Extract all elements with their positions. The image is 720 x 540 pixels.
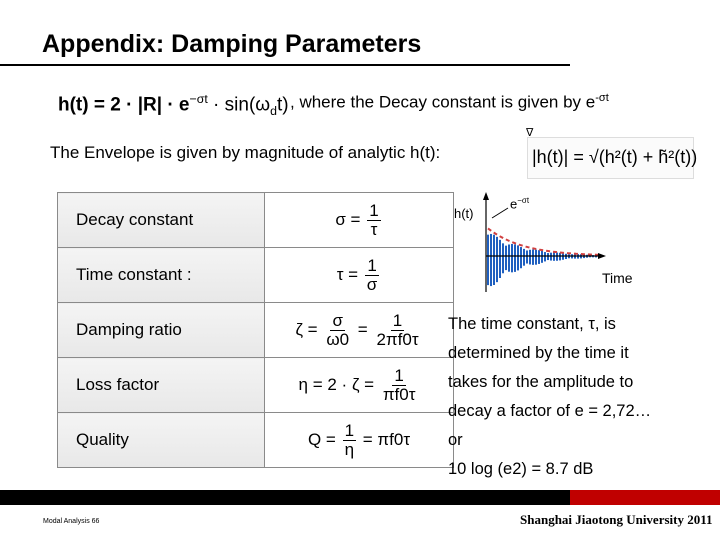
formula-lhs: Q = bbox=[307, 429, 336, 449]
formula-lhs: σ = bbox=[335, 209, 361, 229]
numerator: 1 bbox=[392, 310, 403, 330]
footer-institution: Shanghai Jiaotong University 2011 bbox=[520, 512, 713, 527]
table-row bbox=[58, 303, 454, 358]
table-row bbox=[58, 248, 454, 303]
fraction bbox=[365, 257, 380, 294]
envelope-sentence: The Envelope is given by magnitude of analytic h(t): bbox=[50, 143, 441, 162]
description-line: determined by the time it bbox=[448, 344, 629, 362]
title-underline bbox=[0, 64, 570, 66]
damping-parameter-table bbox=[57, 192, 454, 468]
denominator: τ bbox=[370, 219, 378, 239]
signal-oscillation bbox=[488, 234, 599, 286]
param-label: Time constant : bbox=[58, 248, 265, 303]
formula-sub: d bbox=[270, 104, 277, 119]
denominator: η bbox=[344, 439, 355, 459]
where-text: , where the Decay constant is given by e bbox=[290, 92, 596, 112]
param-formula bbox=[265, 358, 454, 413]
denominator: πf0τ bbox=[382, 384, 416, 404]
y-axis-arrow bbox=[483, 192, 489, 200]
numerator: 1 bbox=[369, 200, 379, 220]
formula-exp: −σt bbox=[189, 92, 208, 106]
description-line: The time constant, τ, is bbox=[448, 315, 616, 333]
envelope-exp: −σt bbox=[517, 196, 530, 205]
formula-equals: = bbox=[357, 319, 368, 339]
denominator: ω0 bbox=[326, 329, 350, 349]
param-label: Decay constant bbox=[58, 193, 265, 248]
numerator: 1 bbox=[394, 365, 404, 385]
nabla-mark: ∇ bbox=[526, 127, 534, 139]
slide-title: Appendix: Damping Parameters bbox=[42, 30, 422, 58]
table-row bbox=[58, 358, 454, 413]
where-exp: -σt bbox=[595, 92, 609, 104]
description-line: takes for the amplitude to bbox=[448, 373, 634, 391]
x-axis-arrow bbox=[598, 253, 606, 259]
footer-bar bbox=[0, 490, 720, 505]
envelope-pointer bbox=[492, 208, 508, 218]
numerator: 1 bbox=[367, 255, 377, 275]
footer-slide-label: Modal Analysis 66 bbox=[43, 518, 100, 525]
param-formula bbox=[265, 248, 454, 303]
formula-tail: · sin(ω bbox=[207, 94, 271, 116]
param-label: Damping ratio bbox=[58, 303, 265, 358]
impulse-response-formula bbox=[58, 92, 289, 118]
table-row bbox=[58, 193, 454, 248]
time-constant-description bbox=[448, 310, 710, 484]
formula-extra: = πf0τ bbox=[362, 429, 411, 449]
fraction bbox=[324, 312, 351, 349]
description-line: decay a factor of e = 2,72… bbox=[448, 402, 652, 420]
formula-main: h(t) = 2 · |R| · e bbox=[58, 94, 190, 116]
param-formula bbox=[265, 413, 454, 468]
envelope-label bbox=[510, 196, 529, 211]
envelope-formula-text: |h(t)| = √(h²(t) + h̃²(t)) bbox=[532, 147, 698, 167]
decay-plot bbox=[452, 188, 682, 298]
footer-bar-right bbox=[570, 490, 720, 505]
y-axis-label: h(t) bbox=[454, 206, 474, 221]
numerator: 1 bbox=[344, 420, 355, 440]
param-formula bbox=[265, 193, 454, 248]
param-label: Quality bbox=[58, 413, 265, 468]
fraction bbox=[367, 202, 380, 239]
envelope-curve bbox=[488, 228, 600, 255]
denominator: 2πf0τ bbox=[376, 329, 419, 349]
description-line: or bbox=[448, 431, 463, 449]
formula-lhs: η = 2 · ζ = bbox=[298, 374, 375, 394]
param-label: Loss factor bbox=[58, 358, 265, 413]
envelope-base: e bbox=[510, 196, 518, 212]
footer-bar-left bbox=[0, 490, 570, 505]
description-line: 10 log (e2) = 8.7 dB bbox=[448, 460, 594, 478]
decay-constant-sentence bbox=[290, 92, 609, 113]
x-axis-label: Time bbox=[602, 270, 633, 286]
decay-graph bbox=[452, 188, 682, 303]
fraction bbox=[343, 422, 356, 459]
formula-end: t) bbox=[276, 94, 289, 116]
envelope-formula bbox=[526, 127, 698, 179]
numerator: σ bbox=[332, 310, 343, 330]
fraction bbox=[381, 367, 418, 404]
formula-lhs: ζ = bbox=[295, 319, 318, 339]
param-formula bbox=[265, 303, 454, 358]
formula-lhs: τ = bbox=[336, 264, 359, 284]
fraction bbox=[374, 312, 420, 349]
denominator: σ bbox=[366, 274, 378, 294]
table-row bbox=[58, 413, 454, 468]
